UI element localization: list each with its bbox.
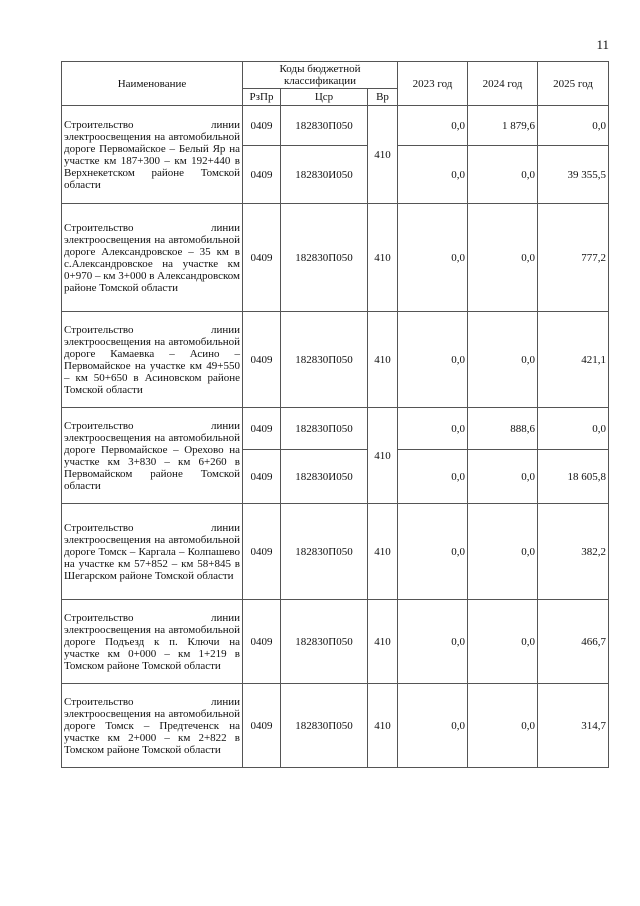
project-name: Строительство линии электроосвещения на автомобильной дороге Томск – Каргала – Колпашево на участке км 57+852 – км 58+845 в Шегарском районе Томской области <box>62 504 243 600</box>
table-row <box>62 600 609 684</box>
value-2023: 0,0 <box>398 504 468 600</box>
value-2025: 466,7 <box>538 600 609 684</box>
csr-cell: 182830П050 <box>281 408 368 450</box>
value-2023: 0,0 <box>398 408 468 450</box>
value-2025: 0,0 <box>538 106 609 146</box>
header-row <box>62 62 609 89</box>
value-2023: 0,0 <box>398 684 468 768</box>
rzpr-cell: 0409 <box>243 684 281 768</box>
csr-cell: 182830П050 <box>281 312 368 408</box>
value-2024: 0,0 <box>468 684 538 768</box>
rzpr-cell: 0409 <box>243 408 281 450</box>
value-2023: 0,0 <box>398 450 468 504</box>
value-2024: 888,6 <box>468 408 538 450</box>
value-2023: 0,0 <box>398 600 468 684</box>
rzpr-cell: 0409 <box>243 146 281 204</box>
vr-cell: 410 <box>368 204 398 312</box>
csr-cell: 182830П050 <box>281 600 368 684</box>
value-2023: 0,0 <box>398 312 468 408</box>
value-2024: 0,0 <box>468 146 538 204</box>
rzpr-cell: 0409 <box>243 600 281 684</box>
value-2024: 0,0 <box>468 504 538 600</box>
header-2023: 2023 год <box>398 62 468 106</box>
csr-cell: 182830П050 <box>281 504 368 600</box>
value-2024: 0,0 <box>468 450 538 504</box>
header-2025: 2025 год <box>538 62 609 106</box>
csr-cell: 182830И050 <box>281 146 368 204</box>
project-name: Строительство линии электроосвещения на автомобильной дороге Первомайское – Орехово на участке км 3+830 – км 6+260 в Первомайском районе Томской области <box>62 408 243 504</box>
rzpr-cell: 0409 <box>243 312 281 408</box>
value-2023: 0,0 <box>398 146 468 204</box>
value-2025: 777,2 <box>538 204 609 312</box>
table-row <box>62 312 609 408</box>
table-row <box>62 204 609 312</box>
rzpr-cell: 0409 <box>243 450 281 504</box>
value-2025: 18 605,8 <box>538 450 609 504</box>
csr-cell: 182830П050 <box>281 106 368 146</box>
csr-cell: 182830П050 <box>281 684 368 768</box>
value-2025: 0,0 <box>538 408 609 450</box>
table-row <box>62 684 609 768</box>
table-row <box>62 106 609 146</box>
header-codes: Коды бюджетной классификации <box>243 62 398 89</box>
value-2024: 1 879,6 <box>468 106 538 146</box>
budget-table <box>61 61 609 768</box>
project-name: Строительство линии электроосвещения на автомобильной дороге Камаевка – Асино – Первомайское на участке км 49+550 – км 50+650 в Асиновском районе Томской области <box>62 312 243 408</box>
value-2025: 314,7 <box>538 684 609 768</box>
vr-cell: 410 <box>368 408 398 504</box>
value-2023: 0,0 <box>398 106 468 146</box>
rzpr-cell: 0409 <box>243 504 281 600</box>
value-2025: 382,2 <box>538 504 609 600</box>
header-csr: Цср <box>281 89 368 106</box>
value-2024: 0,0 <box>468 600 538 684</box>
csr-cell: 182830И050 <box>281 450 368 504</box>
vr-cell: 410 <box>368 600 398 684</box>
page-number: 11 <box>596 37 609 52</box>
project-name: Строительство линии электроосвещения на автомобильной дороге Подъезд к п. Ключи на участке км 0+000 – км 1+219 в Томском районе Томской области <box>62 600 243 684</box>
header-name: Наименование <box>62 62 243 106</box>
vr-cell: 410 <box>368 504 398 600</box>
vr-cell: 410 <box>368 312 398 408</box>
csr-cell: 182830П050 <box>281 204 368 312</box>
value-2025: 421,1 <box>538 312 609 408</box>
vr-cell: 410 <box>368 106 398 204</box>
header-2024: 2024 год <box>468 62 538 106</box>
table-row <box>62 408 609 450</box>
project-name: Строительство линии электроосвещения на автомобильной дороге Александровское – 35 км в с.Александровское на участке км 0+970 – км 3+000 в Александровском районе Томской области <box>62 204 243 312</box>
value-2024: 0,0 <box>468 312 538 408</box>
project-name: Строительство линии электроосвещения на автомобильной дороге Томск – Предтеченск на участке км 2+000 – км 2+822 в Томском районе Томской области <box>62 684 243 768</box>
value-2023: 0,0 <box>398 204 468 312</box>
vr-cell: 410 <box>368 684 398 768</box>
project-name: Строительство линии электроосвещения на автомобильной дороге Первомайское – Белый Яр на участке км 187+300 – км 192+440 в Верхнекетском районе Томской области <box>62 106 243 204</box>
value-2025: 39 355,5 <box>538 146 609 204</box>
header-vr: Вр <box>368 89 398 106</box>
header-rzpr: РзПр <box>243 89 281 106</box>
rzpr-cell: 0409 <box>243 204 281 312</box>
table-row <box>62 504 609 600</box>
value-2024: 0,0 <box>468 204 538 312</box>
rzpr-cell: 0409 <box>243 106 281 146</box>
